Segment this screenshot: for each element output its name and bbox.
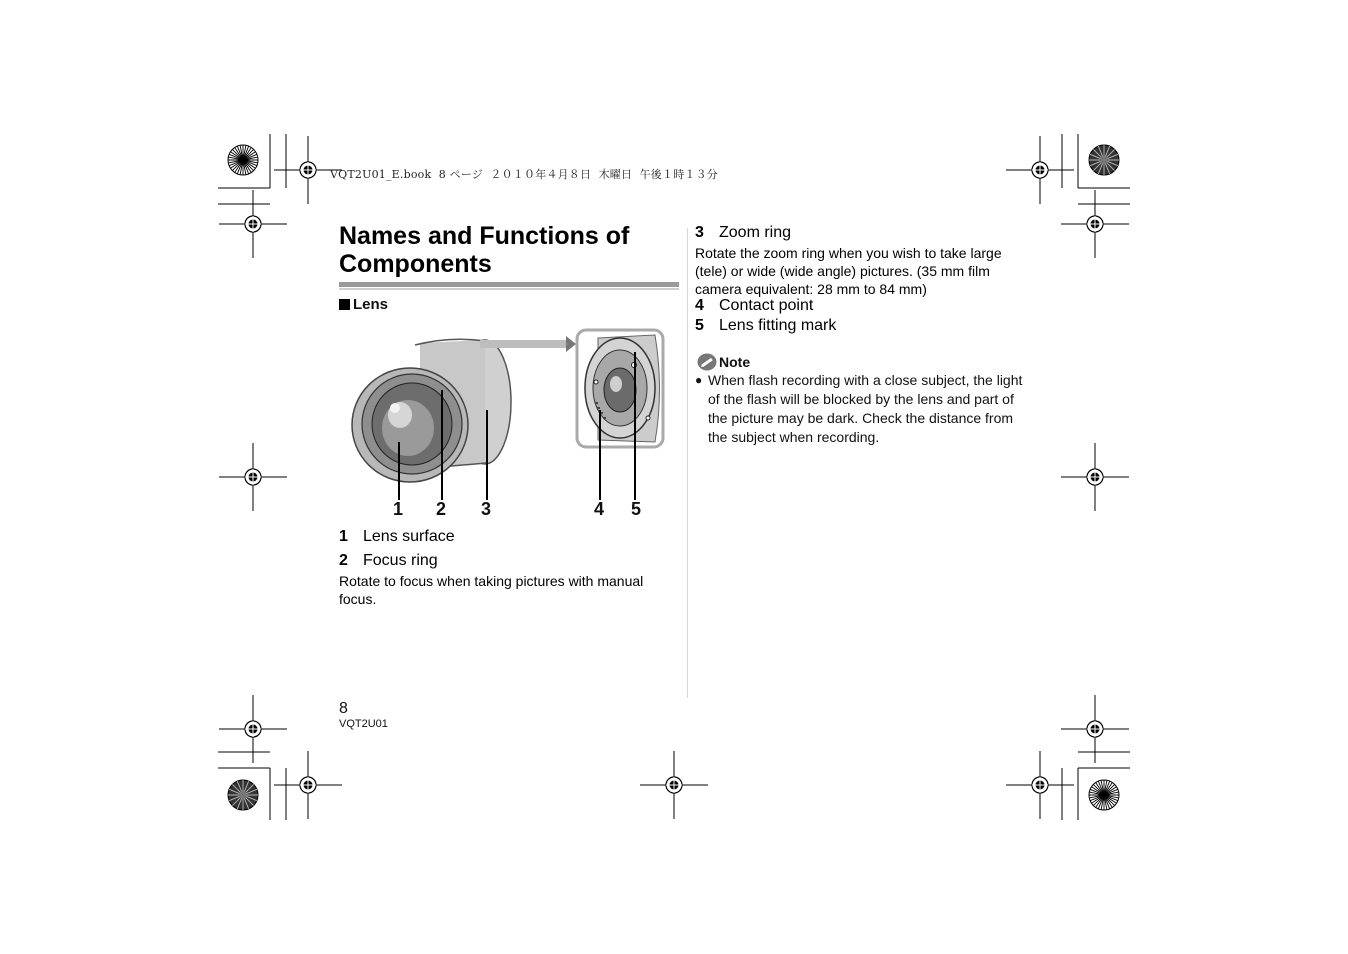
component-label: Lens fitting mark bbox=[719, 317, 837, 334]
component-label: Focus ring bbox=[363, 552, 438, 569]
component-label: Lens surface bbox=[363, 528, 455, 545]
note-heading-label: Note bbox=[719, 354, 751, 370]
callout-4: 4 bbox=[594, 499, 605, 519]
component-label: Contact point bbox=[719, 297, 814, 314]
component-item bbox=[339, 528, 455, 546]
title-rule-shadow bbox=[339, 288, 679, 290]
component-description: Rotate the zoom ring when you wish to take large (tele) or wide (wide angle) pictures. (35 mm film camera equivalent: 28 mm to 84 mm) bbox=[695, 245, 1002, 297]
callout-1: 1 bbox=[393, 499, 404, 519]
section-heading-label: Lens bbox=[353, 296, 389, 313]
page-title-line2: Components bbox=[339, 250, 492, 278]
section-heading bbox=[339, 296, 388, 313]
column-divider bbox=[687, 228, 688, 698]
note-heading bbox=[697, 353, 750, 371]
component-number: 2 bbox=[339, 552, 348, 569]
page-title bbox=[339, 222, 679, 278]
lens-rear-illustration bbox=[577, 330, 663, 447]
component-number: 5 bbox=[695, 317, 704, 334]
component-item bbox=[695, 297, 813, 315]
black-square-icon bbox=[339, 299, 350, 310]
component-item bbox=[339, 552, 438, 570]
page-number: 8 bbox=[339, 700, 348, 717]
title-rule bbox=[339, 282, 679, 287]
callout-5: 5 bbox=[631, 499, 642, 519]
model-code: VQT2U01 bbox=[339, 718, 388, 730]
page-title-line1: Names and Functions of bbox=[339, 222, 630, 250]
print-header-slug: VQT2U01_E.book 8 ページ ２０１０年４月８日 木曜日 午後１時１３分 bbox=[330, 168, 718, 181]
callout-2: 2 bbox=[436, 499, 447, 519]
callout-3: 3 bbox=[481, 499, 492, 519]
component-item bbox=[695, 224, 791, 242]
component-description: Rotate to focus when taking pictures with manual focus. bbox=[339, 573, 644, 607]
note-text: When flash recording with a close subject, the light of the flash will be blocked by the lens and part of the picture may be dark. Check the distance from the subject when recording. bbox=[708, 372, 1023, 445]
bullet-icon: ● bbox=[695, 373, 703, 387]
note-body bbox=[695, 371, 1025, 447]
component-number: 4 bbox=[695, 297, 704, 314]
component-label: Zoom ring bbox=[719, 224, 792, 241]
note-pencil-icon bbox=[697, 353, 717, 371]
component-item bbox=[695, 317, 836, 335]
component-number: 3 bbox=[695, 224, 704, 241]
component-number: 1 bbox=[339, 528, 348, 545]
